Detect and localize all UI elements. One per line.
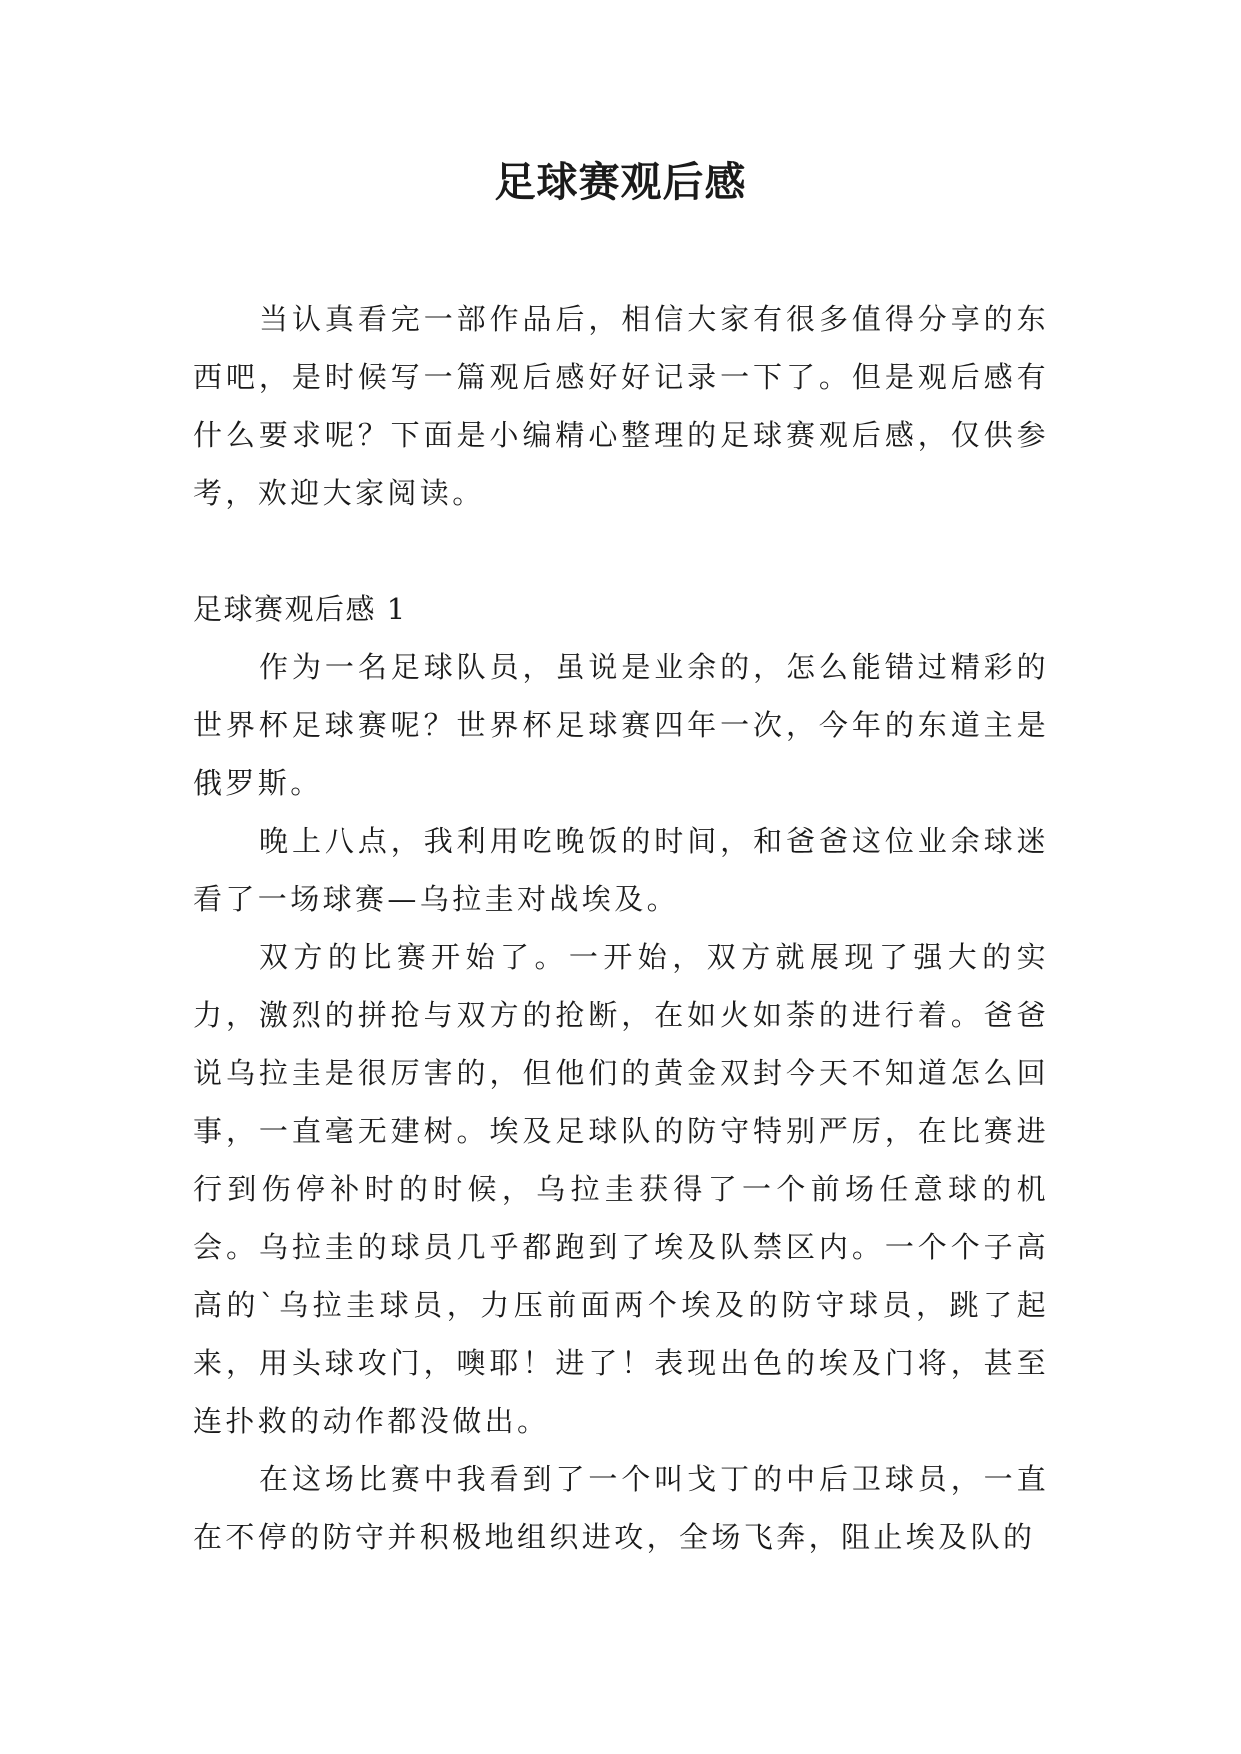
intro-block bbox=[193, 290, 1049, 522]
body-paragraph: 作为一名足球队员，虽说是业余的，怎么能错过精彩的世界杯足球赛呢？世界杯足球赛四年一次，今年的东道主是俄罗斯。 bbox=[193, 650, 1049, 800]
section-heading: 足球赛观后感 1 bbox=[193, 592, 407, 626]
intro-paragraph: 当认真看完一部作品后，相信大家有很多值得分享的东西吧，是时候写一篇观后感好好记录一下了。但是观后感有什么要求呢？下面是小编精心整理的足球赛观后感，仅供参考，欢迎大家阅读。 bbox=[193, 302, 1049, 510]
body-paragraph: 在这场比赛中我看到了一个叫戈丁的中后卫球员，一直在不停的防守并积极地组织进攻，全场飞奔，阻止埃及队的 bbox=[193, 1462, 1049, 1554]
document-title: 足球赛观后感 bbox=[494, 158, 747, 206]
body-paragraph: 晚上八点，我利用吃晚饭的时间，和爸爸这位业余球迷看了一场球赛—乌拉圭对战埃及。 bbox=[193, 824, 1049, 916]
article-body bbox=[193, 638, 1049, 1566]
body-paragraph: 双方的比赛开始了。一开始，双方就展现了强大的实力，激烈的拼抢与双方的抢断，在如火如荼的进行着。爸爸说乌拉圭是很厉害的，但他们的黄金双封今天不知道怎么回事，一直毫无建树。埃及足球队的防守特别严厉，在比赛进行到伤停补时的时候，乌拉圭获得了一个前场任意球的机会。乌拉圭的球员几乎都跑到了埃及队禁区内。一个个子高高的`乌拉圭球员，力压前面两个埃及的防守球员，跳了起来，用头球攻门，噢耶！进了！表现出色的埃及门将，甚至连扑救的动作都没做出。 bbox=[193, 940, 1049, 1438]
